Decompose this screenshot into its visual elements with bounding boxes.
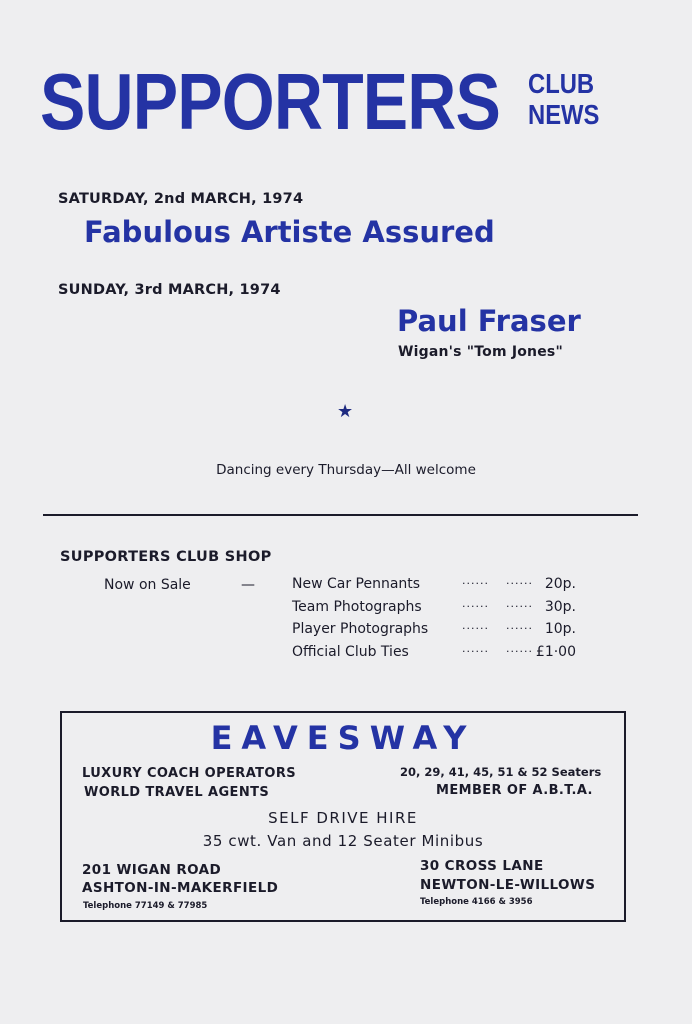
masthead-title: SUPPORTERS (40, 57, 501, 146)
leader-dots: ...... (462, 574, 489, 587)
shop-item-name: Player Photographs (292, 621, 429, 637)
advert-office2-town: NEWTON-LE-WILLOWS (420, 877, 596, 893)
shop-lead: Now on Sale (104, 577, 191, 593)
shop-item-name: Team Photographs (292, 598, 422, 615)
advert-service-line2: WORLD TRAVEL AGENTS (84, 785, 270, 800)
shop-title: SUPPORTERS CLUB SHOP (60, 549, 272, 565)
event-headline-saturday: Fabulous Artiste Assured (84, 215, 495, 249)
shop-price-list (292, 576, 592, 666)
section-divider (43, 514, 638, 516)
advert-abta: MEMBER OF A.B.T.A. (436, 783, 593, 798)
masthead-subtitle-line1: CLUB (528, 68, 595, 99)
shop-item-row (292, 596, 592, 622)
masthead (40, 57, 600, 146)
shop-item-name: New Car Pennants (292, 576, 421, 592)
leader-dots: ...... (506, 574, 533, 587)
shop-item-price: £1·00 (535, 643, 576, 660)
masthead-subtitle (528, 68, 599, 130)
leader-dots: ...... (506, 641, 533, 655)
shop-item-price: 30p. (544, 598, 576, 615)
advert-self-drive: SELF DRIVE HIRE (268, 809, 418, 827)
advert-vehicles: 35 cwt. Van and 12 Seater Minibus (202, 832, 484, 850)
shop-dash: — (241, 577, 255, 593)
event-headline-sunday: Paul Fraser (397, 304, 581, 338)
advert-service-line1: LUXURY COACH OPERATORS (82, 766, 297, 781)
advert-office1-town: ASHTON-IN-MAKERFIELD (82, 880, 279, 896)
leader-dots: ...... (462, 596, 489, 610)
masthead-subtitle-line2: NEWS (528, 99, 600, 130)
shop-item-name: Official Club Ties (292, 643, 409, 660)
shop-item-row (292, 576, 592, 599)
leader-dots: ...... (462, 619, 489, 632)
advert-office1-phone: Telephone 77149 & 77985 (83, 901, 208, 911)
event-date-saturday: SATURDAY, 2nd MARCH, 1974 (58, 191, 304, 207)
leader-dots: ...... (506, 596, 533, 610)
shop-item-row (292, 641, 592, 667)
event-date-sunday: SUNDAY, 3rd MARCH, 1974 (58, 282, 281, 298)
dancing-notice: Dancing every Thursday—All welcome (216, 462, 476, 478)
advert-company-name: EAVESWAY (210, 719, 476, 757)
eavesway-advert (60, 711, 626, 922)
advert-office2-street: 30 CROSS LANE (420, 858, 544, 874)
advert-office2-phone: Telephone 4166 & 3956 (420, 897, 533, 907)
star-ornament-icon: ★ (337, 401, 354, 422)
leader-dots: ...... (506, 619, 533, 632)
shop-item-row (292, 621, 592, 644)
leader-dots: ...... (462, 641, 489, 655)
shop-item-price: 20p. (544, 576, 576, 592)
advert-seaters: 20, 29, 41, 45, 51 & 52 Seaters (400, 765, 602, 779)
advert-office1-street: 201 WIGAN ROAD (82, 862, 222, 878)
shop-item-price: 10p. (544, 621, 576, 637)
event-subline-sunday: Wigan's "Tom Jones" (398, 344, 563, 360)
